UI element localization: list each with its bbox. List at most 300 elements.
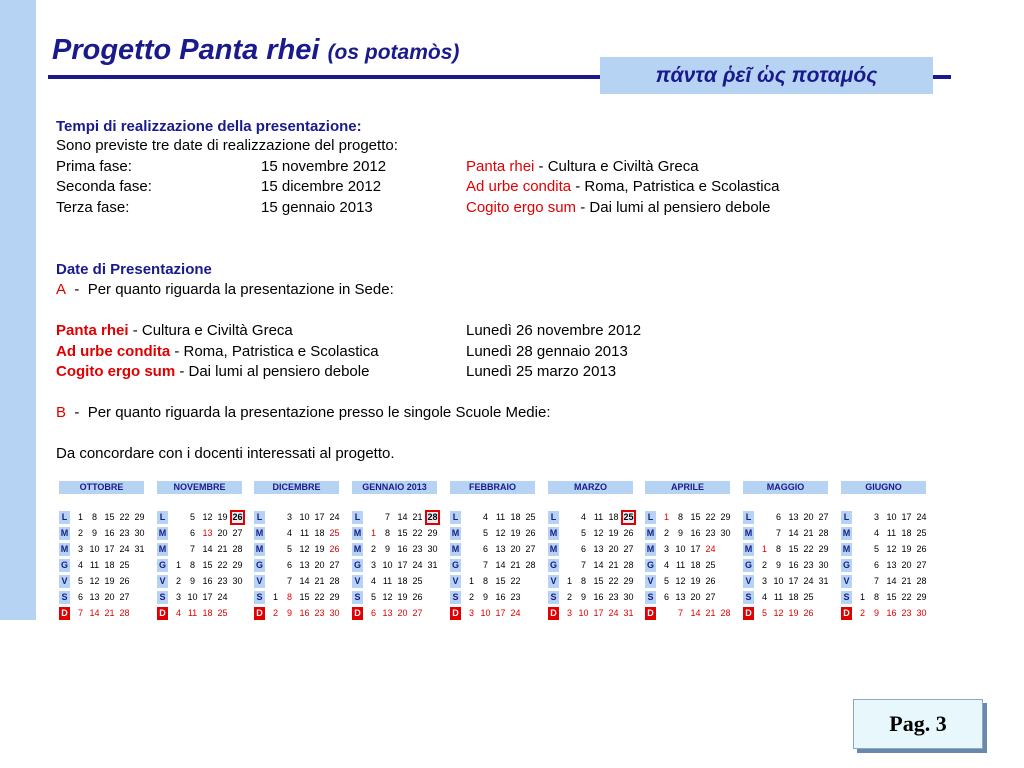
calendar-day: 30 — [427, 544, 438, 554]
month-header: MARZO — [548, 481, 633, 494]
calendar-day: 15 — [495, 576, 506, 586]
calendar-day: 6 — [775, 512, 781, 522]
calendar-day: 14 — [593, 560, 604, 570]
calendar-day: 2 — [859, 608, 865, 618]
calendar-day: 22 — [705, 512, 716, 522]
weekday-label: V — [352, 575, 363, 588]
calendar-day: 27 — [119, 592, 130, 602]
calendar-day: 11 — [382, 576, 393, 586]
calendar-day: 28 — [329, 576, 340, 586]
calendar-day: 30 — [329, 608, 340, 618]
phase-desc: - Dai lumi al pensiero debole — [576, 199, 771, 216]
calendar-day: 9 — [873, 608, 879, 618]
calendar-day: 10 — [299, 512, 310, 522]
weekday-label: S — [157, 591, 168, 604]
event-date: Lunedì 26 novembre 2012 — [466, 322, 642, 339]
weekday-label: L — [254, 511, 265, 524]
calendar-day: 13 — [495, 544, 506, 554]
section1-heading: Tempi di realizzazione della presentazione: — [56, 118, 362, 135]
calendar-day: 30 — [818, 560, 829, 570]
calendar-day: 29 — [329, 592, 340, 602]
calendar-day: 23 — [412, 544, 423, 554]
section-a-letter: A — [56, 281, 67, 298]
calendar-day: 24 — [705, 544, 716, 554]
calendar-day: 25 — [705, 560, 716, 570]
calendar-day: 18 — [510, 512, 521, 522]
dash: - — [74, 281, 80, 298]
section-b-line — [56, 404, 551, 422]
calendar-day: 6 — [482, 544, 488, 554]
calendar-day: 26 — [705, 576, 716, 586]
calendar-day: 10 — [480, 608, 491, 618]
calendar-day: 9 — [482, 592, 488, 602]
calendar-day: 23 — [314, 608, 325, 618]
calendar-day: 27 — [705, 592, 716, 602]
calendar-day: 19 — [901, 544, 912, 554]
calendar-day: 22 — [412, 528, 423, 538]
weekday-label: D — [743, 607, 754, 620]
calendar-day: 12 — [89, 576, 100, 586]
calendar-day: 2 — [175, 576, 181, 586]
weekday-label: G — [255, 560, 263, 570]
calendar-day: 13 — [788, 512, 799, 522]
month-header: MAGGIO — [743, 481, 828, 494]
calendar-day: 12 — [382, 592, 393, 602]
calendar-day: 23 — [803, 560, 814, 570]
event-row — [56, 343, 628, 361]
month-header: GENNAIO 2013 — [352, 481, 437, 494]
calendar-day: 3 — [286, 512, 292, 522]
calendar-day: 31 — [623, 608, 634, 618]
calendar-day: 28 — [232, 544, 243, 554]
calendar-day: 28 — [623, 560, 634, 570]
calendar-day: 21 — [217, 544, 228, 554]
calendar-day: 1 — [663, 512, 669, 522]
section-b-letter: B — [56, 404, 67, 421]
calendar-day: 13 — [202, 528, 213, 538]
calendar-day: 6 — [77, 592, 83, 602]
calendar-day: 19 — [608, 528, 619, 538]
calendar-day: 28 — [119, 608, 130, 618]
calendar-day: 2 — [761, 560, 767, 570]
calendar-day: 1 — [77, 512, 83, 522]
weekday-label: V — [645, 575, 656, 588]
calendar-day: 7 — [775, 528, 781, 538]
calendar-day: 21 — [104, 608, 115, 618]
weekday-label: M — [744, 544, 753, 554]
calendar-day: 5 — [482, 528, 488, 538]
calendar-day: 3 — [370, 560, 376, 570]
calendar-day: 24 — [608, 608, 619, 618]
weekday-label: D — [352, 607, 363, 620]
weekday-label: L — [645, 511, 656, 524]
calendar-day: 21 — [314, 576, 325, 586]
page-number: Pag. 3 — [853, 699, 983, 749]
calendar-day: 19 — [510, 528, 521, 538]
month-header: FEBBRAIO — [450, 481, 535, 494]
calendar-day: 24 — [412, 560, 423, 570]
calendar-day: 5 — [189, 512, 195, 522]
calendar-day: 20 — [104, 592, 115, 602]
weekday-label: L — [352, 511, 363, 524]
calendar-day: 1 — [468, 576, 474, 586]
calendar-day: 4 — [370, 576, 376, 586]
calendar-day: 6 — [663, 592, 669, 602]
weekday-label: D — [59, 607, 70, 620]
calendar-day: 10 — [773, 576, 784, 586]
calendar-day: 7 — [189, 544, 195, 554]
month-header: DICEMBRE — [254, 481, 339, 494]
calendar-day: 15 — [886, 592, 897, 602]
calendar-day: 17 — [397, 560, 408, 570]
phase-date: 15 dicembre 2012 — [261, 178, 382, 195]
calendar-day: 28 — [916, 576, 927, 586]
weekday-label: M — [744, 528, 753, 538]
calendar-day: 22 — [901, 592, 912, 602]
calendar-day: 5 — [580, 528, 586, 538]
weekday-label: V — [254, 575, 265, 588]
weekday-label: D — [645, 607, 656, 620]
calendar-day: 14 — [788, 528, 799, 538]
calendar-day: 9 — [189, 576, 195, 586]
calendar-day: 28 — [720, 608, 731, 618]
calendar-day: 16 — [886, 608, 897, 618]
calendar-day: 18 — [608, 512, 619, 522]
calendar-day: 18 — [690, 560, 701, 570]
calendar-day: 1 — [761, 544, 767, 554]
calendar-day: 29 — [134, 512, 145, 522]
calendar-day: 14 — [690, 608, 701, 618]
calendar-day: 7 — [77, 608, 83, 618]
calendar-day: 17 — [104, 544, 115, 554]
calendar-day: 6 — [189, 528, 195, 538]
weekday-label: M — [842, 544, 851, 554]
calendar-day: 6 — [580, 544, 586, 554]
calendar-day: 13 — [299, 560, 310, 570]
calendar-day: 9 — [677, 528, 683, 538]
calendar-day: 16 — [397, 544, 408, 554]
weekday-label: D — [450, 607, 461, 620]
calendar-day: 31 — [134, 544, 145, 554]
month-header: APRILE — [645, 481, 730, 494]
calendar-day: 28 — [425, 510, 440, 525]
weekday-label: S — [548, 591, 559, 604]
calendar-day: 8 — [286, 592, 292, 602]
calendar-day: 14 — [89, 608, 100, 618]
calendar-day: 21 — [901, 576, 912, 586]
calendar-day: 20 — [314, 560, 325, 570]
calendar-day: 10 — [886, 512, 897, 522]
title-main: Progetto Panta rhei — [52, 34, 320, 66]
calendar-day: 30 — [623, 592, 634, 602]
calendar-day: 11 — [773, 592, 784, 602]
calendar-day: 26 — [623, 528, 634, 538]
calendar-day: 22 — [803, 544, 814, 554]
calendar-day: 17 — [314, 512, 325, 522]
calendar-day: 20 — [803, 512, 814, 522]
month-header: OTTOBRE — [59, 481, 144, 494]
weekday-label: S — [254, 591, 265, 604]
calendar-day: 21 — [608, 560, 619, 570]
calendar-day: 23 — [608, 592, 619, 602]
calendar-day: 12 — [593, 528, 604, 538]
calendar-day: 30 — [916, 608, 927, 618]
page-title — [52, 34, 459, 67]
weekday-label: V — [841, 575, 852, 588]
calendar-day: 8 — [189, 560, 195, 570]
calendar-day: 18 — [788, 592, 799, 602]
calendar-day: 6 — [370, 608, 376, 618]
calendar-day: 13 — [382, 608, 393, 618]
calendar-day: 27 — [916, 560, 927, 570]
calendar-day: 20 — [901, 560, 912, 570]
calendar-day: 23 — [510, 592, 521, 602]
calendar-day: 27 — [525, 544, 536, 554]
calendar-day: 22 — [119, 512, 130, 522]
weekday-label: V — [59, 575, 70, 588]
weekday-label: M — [646, 528, 655, 538]
phase-row — [56, 178, 780, 196]
calendar-day: 14 — [202, 544, 213, 554]
calendar-day: 14 — [299, 576, 310, 586]
calendar-day: 27 — [623, 544, 634, 554]
calendar-day: 12 — [495, 528, 506, 538]
title-subtitle: (os potamòs) — [327, 41, 460, 64]
weekday-label: M — [255, 544, 264, 554]
weekday-label: D — [254, 607, 265, 620]
calendar-day: 21 — [510, 560, 521, 570]
calendar-day: 4 — [286, 528, 292, 538]
section-a-text: Per quanto riguarda la presentazione in Sede: — [87, 281, 394, 298]
calendar-day: 4 — [77, 560, 83, 570]
weekday-label: G — [842, 560, 850, 570]
weekday-label: L — [157, 511, 168, 524]
calendar-day: 11 — [89, 560, 100, 570]
weekday-label: S — [450, 591, 461, 604]
section-b-text: Per quanto riguarda la presentazione presso le singole Scuole Medie: — [87, 404, 551, 421]
calendar-day: 25 — [412, 576, 423, 586]
event-desc: - Cultura e Civiltà Greca — [128, 322, 293, 339]
calendar-day: 14 — [495, 560, 506, 570]
dash: - — [74, 404, 80, 421]
calendar-day: 8 — [775, 544, 781, 554]
calendar-day: 24 — [217, 592, 228, 602]
weekday-label: S — [743, 591, 754, 604]
calendar-day: 19 — [788, 608, 799, 618]
event-row — [56, 322, 642, 340]
calendar-day: 19 — [690, 576, 701, 586]
calendar-day: 11 — [675, 560, 686, 570]
weekday-label: G — [60, 560, 68, 570]
calendar-day: 10 — [578, 608, 589, 618]
calendar-day: 22 — [217, 560, 228, 570]
calendar-day: 4 — [580, 512, 586, 522]
calendar-day: 10 — [187, 592, 198, 602]
calendar-day: 31 — [818, 576, 829, 586]
weekday-label: L — [548, 511, 559, 524]
weekday-label: D — [841, 607, 852, 620]
phase-name: Panta rhei — [466, 158, 535, 175]
calendar-day: 9 — [775, 560, 781, 570]
calendar-day: 4 — [873, 528, 879, 538]
calendar-day: 19 — [397, 592, 408, 602]
calendar-day: 11 — [299, 528, 310, 538]
phase-date: 15 gennaio 2013 — [261, 199, 373, 216]
calendar-day: 8 — [91, 512, 97, 522]
calendar-day: 26 — [230, 510, 245, 525]
calendar-day: 15 — [202, 560, 213, 570]
calendar-day: 12 — [886, 544, 897, 554]
calendar-day: 4 — [761, 592, 767, 602]
calendar-day: 3 — [175, 592, 181, 602]
calendar-day: 17 — [690, 544, 701, 554]
weekday-label: S — [352, 591, 363, 604]
weekday-label: V — [548, 575, 559, 588]
calendar-day: 1 — [370, 528, 376, 538]
weekday-label: V — [743, 575, 754, 588]
calendar-day: 7 — [580, 560, 586, 570]
calendar-day: 2 — [566, 592, 572, 602]
calendar-day: 6 — [873, 560, 879, 570]
calendar-day: 28 — [525, 560, 536, 570]
calendar-day: 23 — [901, 608, 912, 618]
calendar-day: 25 — [803, 592, 814, 602]
calendar-day: 8 — [580, 576, 586, 586]
calendar-day: 26 — [803, 608, 814, 618]
calendar-day: 3 — [566, 608, 572, 618]
calendar-day: 5 — [663, 576, 669, 586]
calendar-day: 12 — [202, 512, 213, 522]
weekday-label: M — [353, 528, 362, 538]
left-sidebar-bar — [0, 0, 36, 620]
phase-name: Ad urbe condita — [466, 178, 572, 195]
calendar-day: 16 — [788, 560, 799, 570]
calendar-day: 23 — [217, 576, 228, 586]
calendar-day: 28 — [818, 528, 829, 538]
calendar-day: 5 — [77, 576, 83, 586]
calendar-day: 31 — [427, 560, 438, 570]
phase-desc: - Roma, Patristica e Scolastica — [571, 178, 780, 195]
weekday-label: L — [743, 511, 754, 524]
calendar-day: 1 — [566, 576, 572, 586]
calendar-day: 18 — [202, 608, 213, 618]
calendar-day: 29 — [232, 560, 243, 570]
calendar-day: 18 — [397, 576, 408, 586]
phase-row — [56, 199, 771, 217]
calendar-day: 25 — [525, 512, 536, 522]
calendar-day: 20 — [690, 592, 701, 602]
calendar-day: 16 — [299, 608, 310, 618]
calendar-day: 19 — [217, 512, 228, 522]
calendar-day: 30 — [134, 528, 145, 538]
month-header: GIUGNO — [841, 481, 926, 494]
phase-label: Prima fase: — [56, 158, 132, 175]
calendar-day: 26 — [412, 592, 423, 602]
calendar-day: 18 — [901, 528, 912, 538]
calendar-day: 17 — [202, 592, 213, 602]
calendar-day: 3 — [468, 608, 474, 618]
weekday-label: G — [158, 560, 166, 570]
calendar-day: 10 — [382, 560, 393, 570]
event-desc: - Dai lumi al pensiero debole — [175, 363, 370, 380]
calendar-day: 13 — [886, 560, 897, 570]
calendar-day: 29 — [720, 512, 731, 522]
calendar-day: 24 — [119, 544, 130, 554]
calendar-day: 14 — [397, 512, 408, 522]
phase-date: 15 novembre 2012 — [261, 158, 387, 175]
weekday-label: M — [158, 528, 167, 538]
weekday-label: M — [646, 544, 655, 554]
calendar-day: 16 — [495, 592, 506, 602]
calendar-day: 23 — [119, 528, 130, 538]
calendar-day: 29 — [818, 544, 829, 554]
calendar-day: 26 — [916, 544, 927, 554]
calendar-day: 5 — [286, 544, 292, 554]
section-note: Da concordare con i docenti interessati al progetto. — [56, 445, 395, 462]
calendar-day: 9 — [384, 544, 390, 554]
weekday-label: G — [646, 560, 654, 570]
phase-desc: - Cultura e Civiltà Greca — [534, 158, 699, 175]
calendar-day: 9 — [286, 608, 292, 618]
calendar-day: 16 — [690, 528, 701, 538]
calendar-day: 17 — [593, 608, 604, 618]
calendar-day: 4 — [663, 560, 669, 570]
event-date: Lunedì 28 gennaio 2013 — [466, 343, 628, 360]
calendar-day: 30 — [232, 576, 243, 586]
calendar-day: 3 — [873, 512, 879, 522]
calendar-day: 2 — [468, 592, 474, 602]
calendar-day: 10 — [675, 544, 686, 554]
calendar-day: 5 — [370, 592, 376, 602]
calendar-day: 5 — [761, 608, 767, 618]
calendar-day: 7 — [482, 560, 488, 570]
calendar-day: 27 — [329, 560, 340, 570]
calendar-day: 21 — [705, 608, 716, 618]
weekday-label: L — [450, 511, 461, 524]
weekday-label: M — [60, 528, 69, 538]
calendar-day: 11 — [886, 528, 897, 538]
event-name: Panta rhei — [56, 322, 129, 339]
weekday-label: M — [451, 528, 460, 538]
weekday-label: G — [549, 560, 557, 570]
calendar-day: 25 — [329, 528, 340, 538]
calendar-day: 2 — [370, 544, 376, 554]
calendar-day: 29 — [427, 528, 438, 538]
section2-heading: Date di Presentazione — [56, 261, 212, 278]
calendar-day: 25 — [621, 510, 636, 525]
calendar-day: 21 — [803, 528, 814, 538]
event-date: Lunedì 25 marzo 2013 — [466, 363, 617, 380]
calendar-day: 17 — [495, 608, 506, 618]
calendar-day: 20 — [397, 608, 408, 618]
event-name: Ad urbe condita — [56, 343, 171, 360]
calendar-day: 22 — [314, 592, 325, 602]
weekday-label: G — [451, 560, 459, 570]
calendar-day: 26 — [119, 576, 130, 586]
calendar-day: 29 — [623, 576, 634, 586]
calendar-day: 8 — [384, 528, 390, 538]
section1-intro: Sono previste tre date di realizzazione del progetto: — [56, 137, 398, 154]
weekday-label: M — [255, 528, 264, 538]
calendar-day: 13 — [675, 592, 686, 602]
calendar-day: 12 — [299, 544, 310, 554]
calendar-day: 14 — [886, 576, 897, 586]
calendar-day: 2 — [272, 608, 278, 618]
calendar-day: 12 — [773, 608, 784, 618]
weekday-label: M — [549, 528, 558, 538]
calendar-day: 2 — [77, 528, 83, 538]
calendar-day: 16 — [202, 576, 213, 586]
